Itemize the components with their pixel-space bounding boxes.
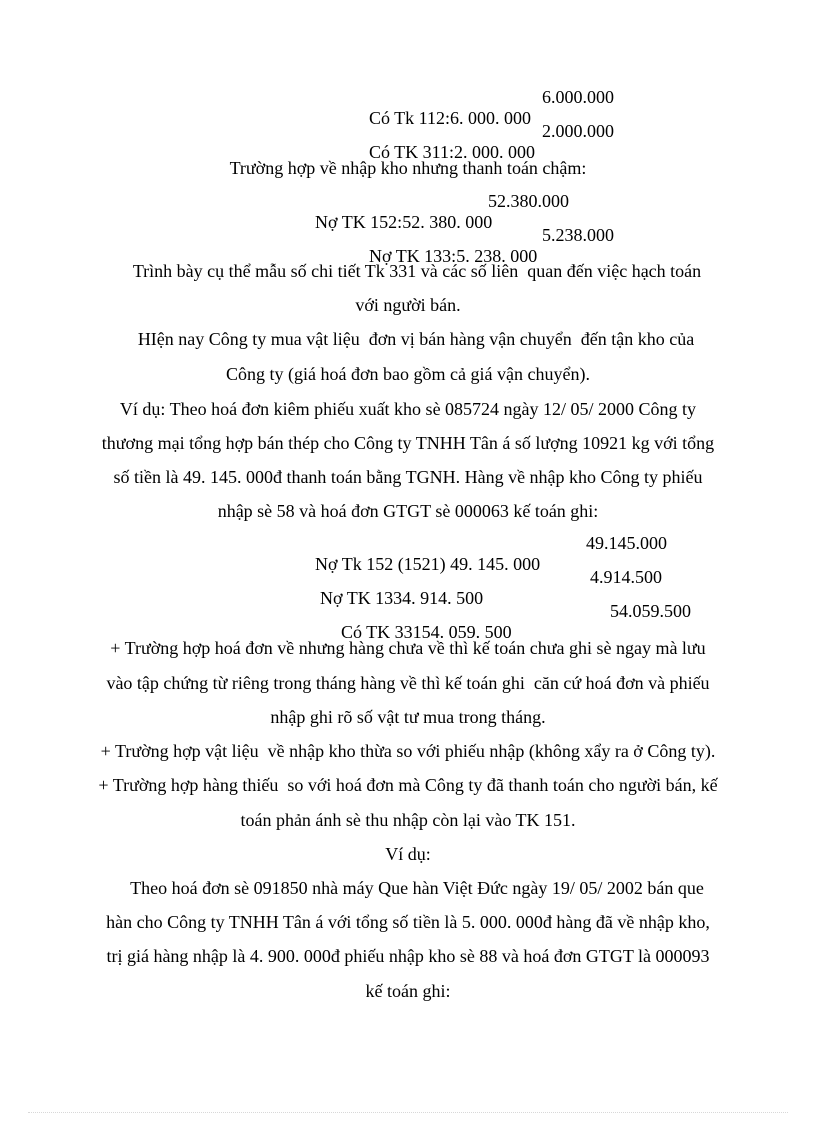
journal-entry-account: Nợ TK 1334. 914. 500: [320, 588, 484, 608]
paragraph-line: nhập ghi rõ số vật tư mua trong tháng.: [270, 707, 546, 727]
journal-entry-account: Có TK 311:2. 000. 000: [369, 142, 536, 162]
journal-entry-account: Nợ TK 133:5. 238. 000: [369, 246, 538, 266]
paragraph-line: + Trường hợp vật liệu về nhập kho thừa so với phiếu nhập (không xẩy ra ở Công ty).: [100, 741, 716, 761]
paragraph-line: hàn cho Công ty TNHH Tân á với tổng số tiền là 5. 000. 000đ hàng đã về nhập kho,: [106, 912, 710, 932]
journal-entry-account: Có Tk 112:6. 000. 000: [369, 108, 532, 128]
journal-entry-amount: 52.380.000: [488, 191, 569, 211]
journal-entry-amount: 54.059.500: [610, 601, 691, 621]
paragraph-line: nhập sè 58 và hoá đơn GTGT sè 000063 kế toán ghi:: [217, 501, 599, 521]
example-heading: Ví dụ:: [385, 844, 431, 864]
paragraph-line: HIện nay Công ty mua vật liệu đơn vị bán hàng vận chuyển đến tận kho của: [137, 329, 695, 349]
paragraph-line: + Trường hợp hàng thiếu so với hoá đơn mà Công ty đã thanh toán cho người bán, kế: [98, 775, 718, 795]
paragraph-line: kế toán ghi:: [365, 981, 451, 1001]
journal-entry-account: Có TK 33154. 059. 500: [341, 622, 512, 642]
page-bottom-border: [28, 1112, 788, 1113]
paragraph-line: thương mại tổng hợp bán thép cho Công ty TNHH Tân á số lượng 10921 kg với tổng: [101, 433, 715, 453]
paragraph-line: Theo hoá đơn sè 091850 nhà máy Que hàn Việt Đức ngày 19/ 05/ 2002 bán que: [130, 878, 704, 898]
paragraph-line: vào tập chứng từ riêng trong tháng hàng về thì kế toán ghi căn cứ hoá đơn và phiếu: [106, 673, 710, 693]
journal-entry-account: Nợ Tk 152 (1521) 49. 145. 000: [315, 554, 541, 574]
journal-entry-account: Nợ TK 152:52. 380. 000: [315, 212, 493, 232]
journal-entry-amount: 4.914.500: [590, 567, 662, 587]
journal-entry-amount: 5.238.000: [542, 225, 614, 245]
paragraph-line: Trình bày cụ thể mẫu số chi tiết Tk 331 và các số liên quan đến việc hạch toán: [132, 261, 702, 281]
journal-entry-amount: 49.145.000: [586, 533, 667, 553]
journal-entry-amount: 6.000.000: [542, 87, 614, 107]
paragraph-line: Trường hợp về nhập kho nhưng thanh toán chậm:: [229, 158, 587, 178]
paragraph-line: số tiền là 49. 145. 000đ thanh toán bằng TGNH. Hàng về nhập kho Công ty phiếu: [113, 467, 703, 487]
paragraph-line: toán phản ánh sè thu nhập còn lại vào TK 151.: [240, 810, 576, 830]
paragraph-line: Công ty (giá hoá đơn bao gồm cả giá vận chuyển).: [226, 364, 590, 384]
paragraph-line: trị giá hàng nhập là 4. 900. 000đ phiếu nhập kho sè 88 và hoá đơn GTGT là 000093: [106, 946, 710, 966]
paragraph-line: + Trường hợp hoá đơn về nhưng hàng chưa về thì kế toán chưa ghi sè ngay mà lưu: [110, 638, 706, 658]
paragraph-line: với người bán.: [355, 295, 461, 315]
paragraph-line: Ví dụ: Theo hoá đơn kiêm phiếu xuất kho sè 085724 ngày 12/ 05/ 2000 Công ty: [119, 399, 697, 419]
journal-entry-amount: 2.000.000: [542, 121, 614, 141]
